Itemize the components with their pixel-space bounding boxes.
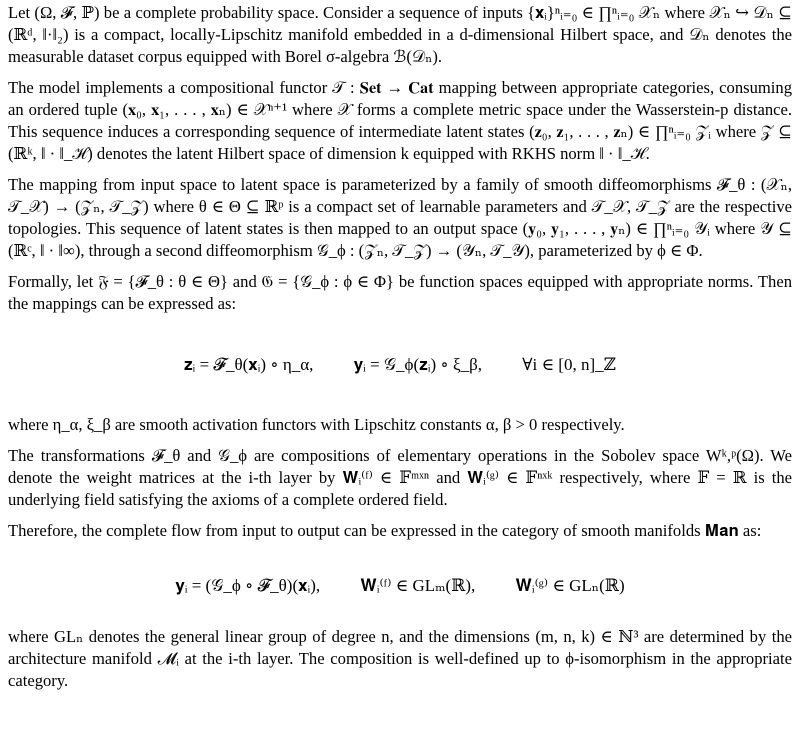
equation-complete-flow [8, 574, 792, 598]
equation-term: 𝐖ᵢ⁽ᵍ⁾ ∈ GLₙ(ℝ) [515, 576, 625, 595]
paragraph-function-spaces: Formally, let 𝔉 = {𝓕_θ : θ ∈ Θ} and 𝔊 = {𝒢_ϕ : ϕ ∈ Φ} be function spaces equipped with appropriate norms. Then the mappings can be expressed as: [8, 272, 792, 313]
equation-term: ∀i ∈ [0, n]_ℤ [522, 355, 617, 374]
equation-term: 𝐖ᵢ⁽ᶠ⁾ ∈ GLₘ(ℝ), [360, 576, 476, 595]
equation-term: 𝐳ᵢ = 𝓕_θ(𝐱ᵢ) ∘ η_α, [183, 355, 314, 374]
equation-term: 𝐲ᵢ = (𝒢_ϕ ∘ 𝓕_θ)(𝐱ᵢ), [175, 576, 321, 595]
paragraph-probability-space: Let (Ω, 𝓕, ℙ) be a complete probability space. Consider a sequence of inputs {𝐱ᵢ}ⁿᵢ₌₀ ∈ ∏ⁿᵢ₌₀ 𝒳ₙ where 𝒳ₙ ↪ 𝒟ₙ ⊆ (ℝᵈ, ‖·‖₂) is a compact, locally-Lipschitz manifold embedded in a d-dimensional Hilbert space, and 𝒟ₙ denotes the measurable dataset corpus equipped with Borel σ-algebra ℬ(𝒟ₙ). [8, 3, 792, 66]
equation-latent-output-mapping [8, 353, 792, 377]
paragraph-sobolev-weights: The transformations 𝓕_θ and 𝒢_ϕ are compositions of elementary operations in the Sobolev space Wᵏ,ᵖ(Ω). We denote the weight matrices at the i-th layer by 𝐖ᵢ⁽ᶠ⁾ ∈ 𝔽ᵐˣⁿ and 𝐖ᵢ⁽ᵍ⁾ ∈ 𝔽ⁿˣᵏ respectively, where 𝔽 = ℝ is the underlying field satisfying the axioms of a complete ordered field. [8, 446, 792, 509]
paragraph-compositional-functor: The model implements a compositional functor 𝒯 : 𝐒𝐞𝐭 → 𝐂𝐚𝐭 mapping between appropriate categories, consuming an ordered tuple (𝐱₀, 𝐱₁, . . . , 𝐱ₙ) ∈ 𝒳ⁿ⁺¹ where 𝒳 forms a complete metric space under the Wasserstein-p distance. This sequence induces a corresponding sequence of intermediate latent states (𝐳₀, 𝐳₁, . . . , 𝐳ₙ) ∈ ∏ⁿᵢ₌₀ 𝒵ᵢ where 𝒵 ⊆ (ℝᵏ, ‖ · ‖_ℋ) denotes the latent Hilbert space of dimension k equipped with RKHS norm ‖ · ‖_ℋ. [8, 78, 792, 163]
paragraph-complete-flow: Therefore, the complete flow from input to output can be expressed in the category of smooth manifolds 𝐌𝐚𝐧 as: [8, 521, 762, 540]
paragraph-activation-functors: where η_α, ξ_β are smooth activation functors with Lipschitz constants α, β > 0 respectively. [8, 415, 625, 434]
paragraph-general-linear-group: where GLₙ denotes the general linear group of degree n, and the dimensions (m, n, k) ∈ ℕ³ are determined by the architecture manifold 𝓜ᵢ at the i-th layer. The composition is well-defined up to ϕ-isomorphism in the appropriate category. [8, 627, 792, 690]
equation-term: 𝐲ᵢ = 𝒢_ϕ(𝐳ᵢ) ∘ ξ_β, [353, 355, 482, 374]
paragraph-diffeomorphism-mapping: The mapping from input space to latent space is parameterized by a family of smooth diffeomorphisms 𝓕_θ : (𝒳ₙ, 𝒯_𝒳) → (𝒵ₙ, 𝒯_𝒵) where θ ∈ Θ ⊆ ℝᵖ is a compact set of learnable parameters and 𝒯_𝒳, 𝒯_𝒵 are the respective topologies. This sequence of latent states is then mapped to an output space (𝐲₀, 𝐲₁, . . . , 𝐲ₙ) ∈ ∏ⁿᵢ₌₀ 𝒴ᵢ where 𝒴 ⊆ (ℝᶜ, ‖ · ‖∞), through a second diffeomorphism 𝒢_ϕ : (𝒵ₙ, 𝒯_𝒵) → (𝒴ₙ, 𝒯_𝒴), parameterized by ϕ ∈ Φ. [8, 175, 792, 260]
